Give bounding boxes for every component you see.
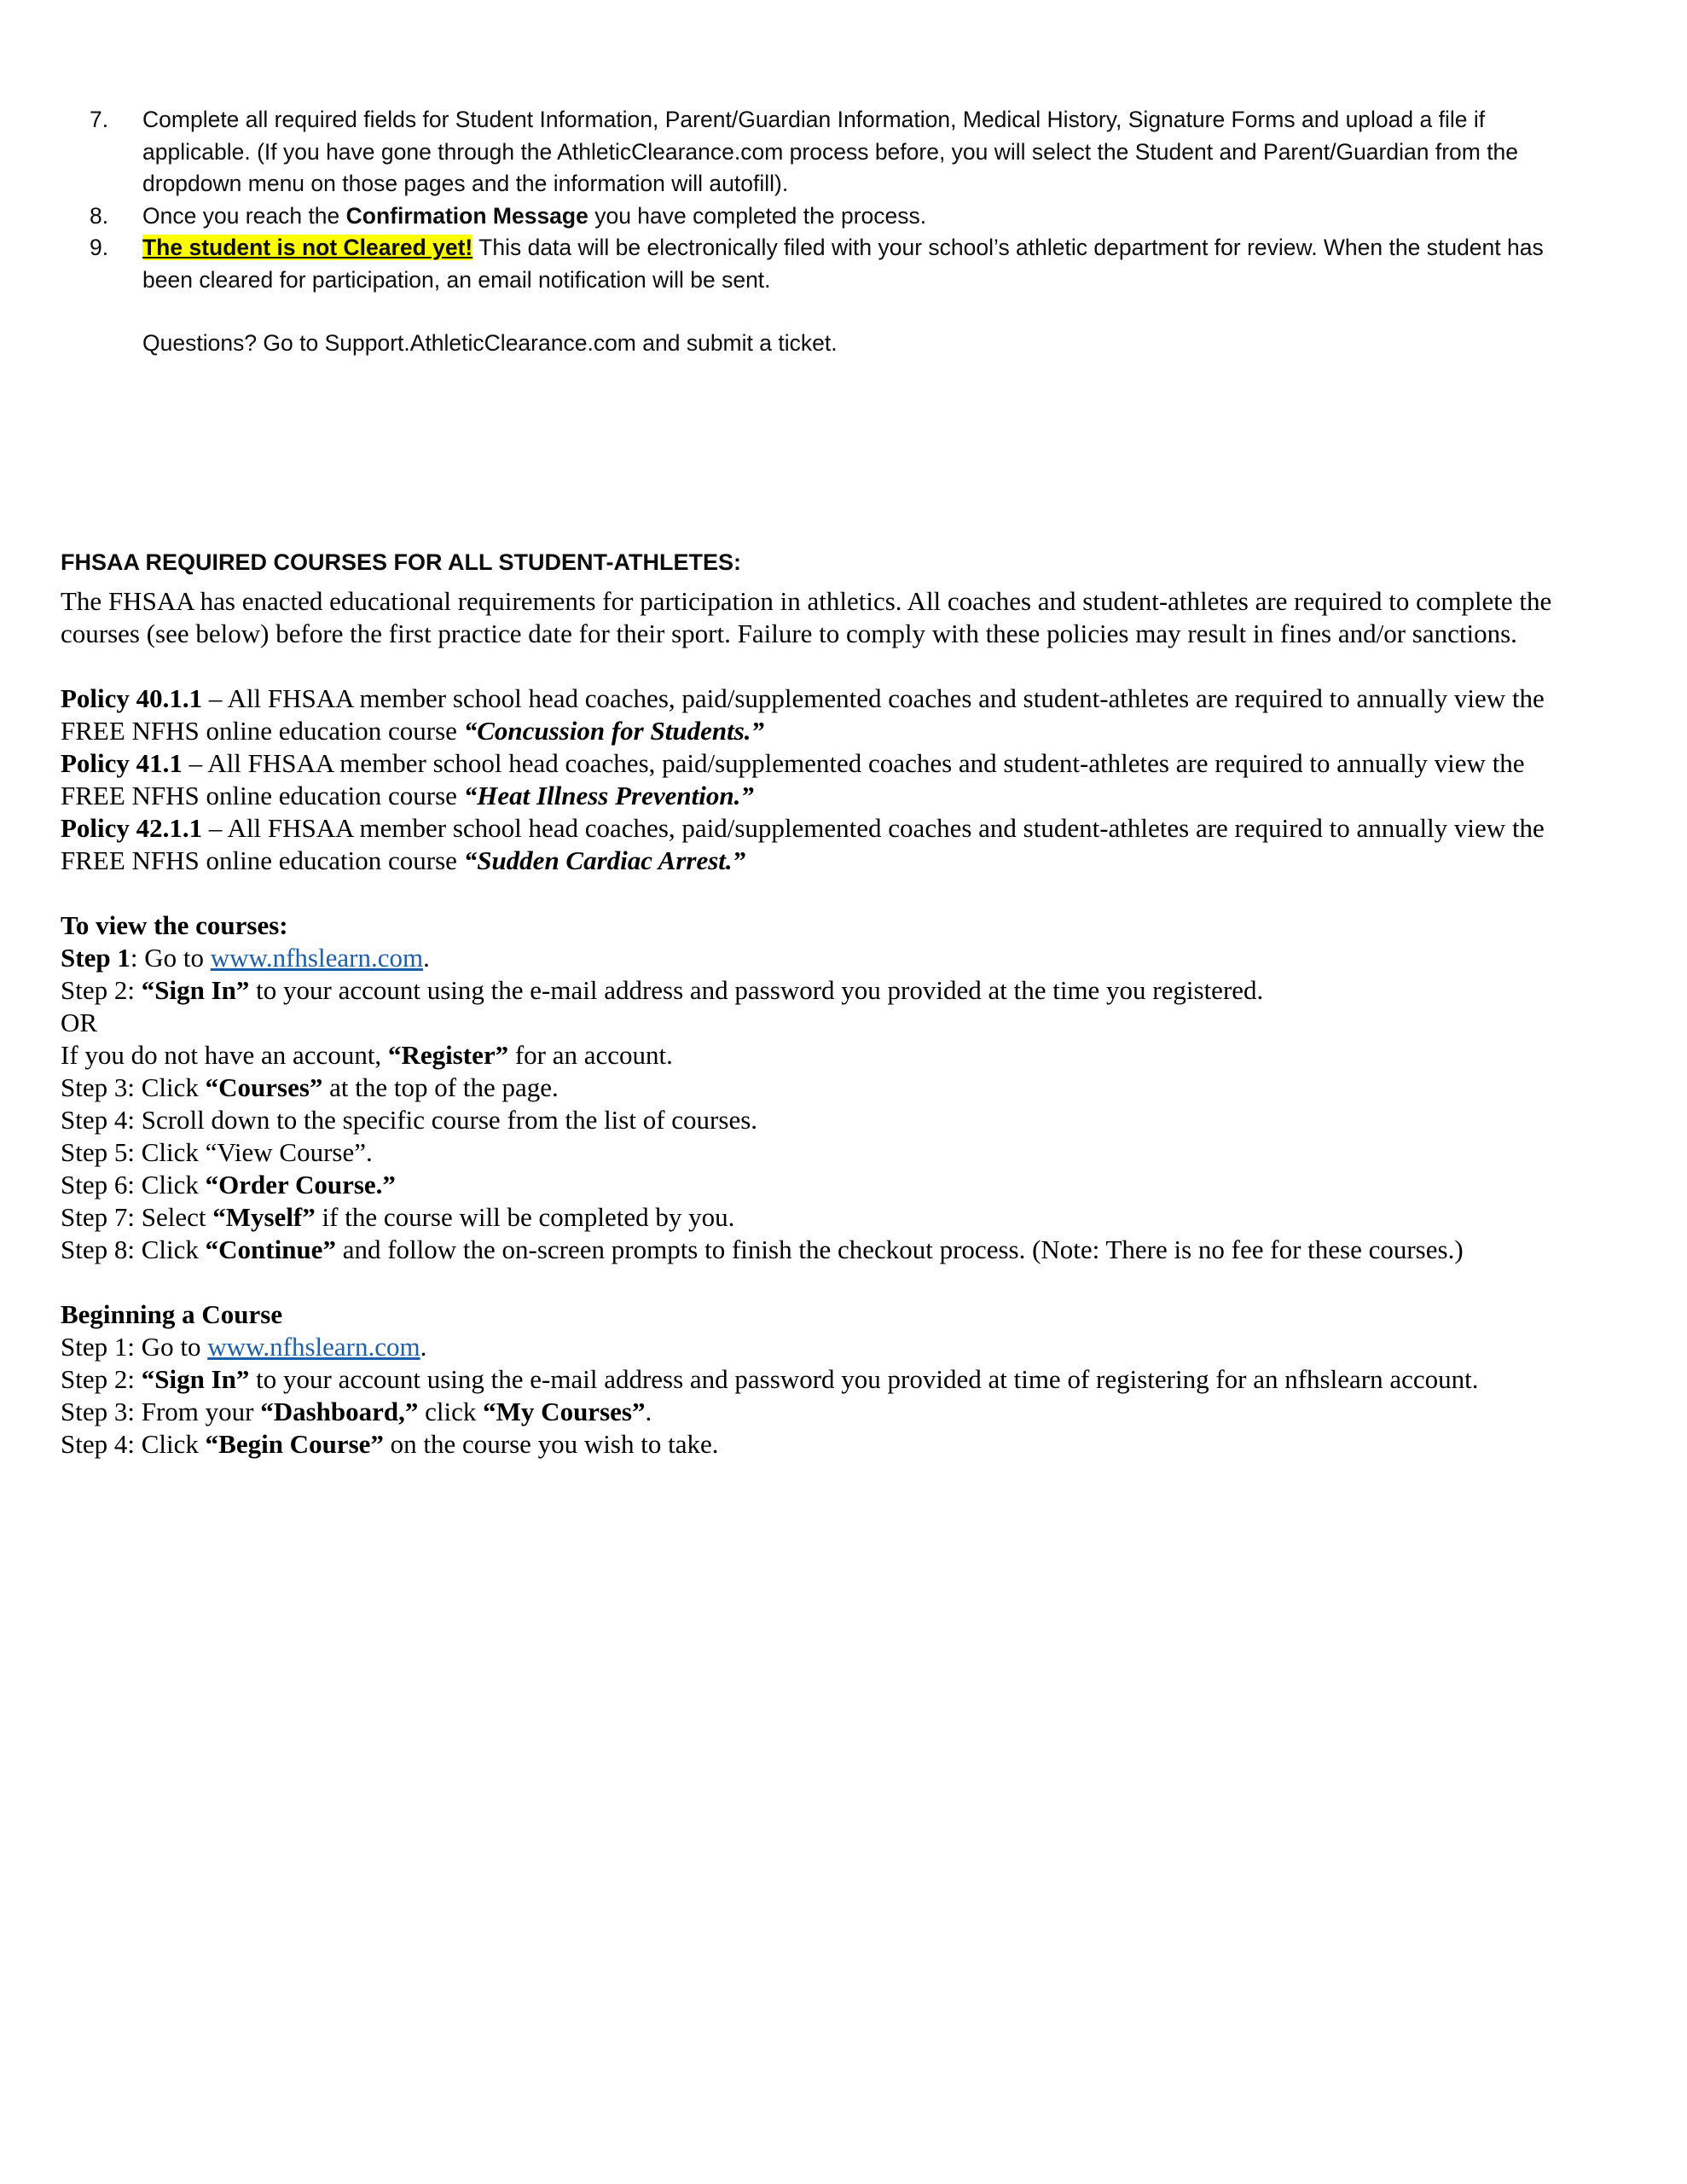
view-courses-step-3-post: at the top of the page. bbox=[322, 1072, 559, 1102]
list-item-8-text-before: Once you reach the bbox=[142, 202, 346, 229]
list-item-9-text-after: This data will be electronically filed with your school’s athletic department for review. When the student has been cleared for participation, an email notification will be sent. bbox=[142, 235, 1544, 293]
list-item-9 bbox=[90, 232, 1574, 296]
policy-41-1-label: Policy 41.1 bbox=[61, 748, 183, 778]
beginning-step-3-bold-my-courses: “My Courses” bbox=[483, 1397, 646, 1426]
view-courses-step-4: Step 4: Scroll down to the specific course from the list of courses. bbox=[61, 1105, 758, 1135]
view-courses-step-1-pre: : Go to bbox=[130, 943, 211, 973]
beginning-step-3-bold-dashboard: “Dashboard,” bbox=[260, 1397, 419, 1426]
policy-40-1-1-body: – All FHSAA member school head coaches, paid/supplemented coaches and student-athletes are required to annually view the FREE NFHS online education course bbox=[61, 683, 1545, 746]
beginning-step-2-bold: “Sign In” bbox=[141, 1364, 250, 1394]
view-courses-step-6 bbox=[61, 1169, 1587, 1201]
list-item-7-text: Complete all required fields for Student Information, Parent/Guardian Information, Medical History, Signature Forms and upload a file if applicable. (If you have gone through the AthleticClearance.com process before, you will select the Student and Parent/Guardian from the dropdown menu on those pages and the information will autofill). bbox=[142, 107, 1519, 196]
view-courses-step-1-post: . bbox=[423, 943, 430, 973]
list-item-8-text-after: you have completed the process. bbox=[588, 202, 927, 229]
spacer-3 bbox=[61, 1266, 1587, 1298]
fhsaa-courses-block bbox=[61, 546, 1587, 1461]
beginning-course-step-3 bbox=[61, 1396, 1587, 1428]
view-courses-step-2-post: to your account using the e-mail address and password you provided at the time you registered. bbox=[249, 975, 1264, 1005]
register-line-pre: If you do not have an account, bbox=[61, 1040, 388, 1070]
beginning-step-4-post: on the course you wish to take. bbox=[383, 1429, 719, 1459]
view-courses-step-3-bold: “Courses” bbox=[205, 1072, 323, 1102]
view-courses-step-2 bbox=[61, 974, 1587, 1007]
beginning-course-step-1 bbox=[61, 1331, 1587, 1363]
view-courses-step-1-label: Step 1 bbox=[61, 943, 130, 973]
beginning-course-step-4 bbox=[61, 1428, 1587, 1461]
beginning-step-2-pre: Step 2: bbox=[61, 1364, 142, 1394]
view-courses-step-6-pre: Step 6: Click bbox=[61, 1170, 206, 1199]
view-courses-or-line: OR bbox=[61, 1008, 98, 1037]
fhsaa-section-heading: FHSAA REQUIRED COURSES FOR ALL STUDENT-ATHLETES: bbox=[61, 549, 742, 575]
view-courses-step-1 bbox=[61, 942, 1587, 974]
policy-42-1-1 bbox=[61, 812, 1587, 877]
view-courses-step-2-bold: “Sign In” bbox=[141, 975, 250, 1005]
view-courses-step-8-post: and follow the on-screen prompts to finish the checkout process. (Note: There is no fee for these courses.) bbox=[335, 1234, 1464, 1264]
beginning-step-4-bold: “Begin Course” bbox=[205, 1429, 384, 1459]
beginning-step-3-pre: Step 3: From your bbox=[61, 1397, 261, 1426]
register-line-post: for an account. bbox=[508, 1040, 673, 1070]
policy-40-1-1-label: Policy 40.1.1 bbox=[61, 683, 203, 713]
beginning-step-1-pre: Step 1: Go to bbox=[61, 1332, 208, 1362]
view-courses-step-7 bbox=[61, 1201, 1587, 1234]
register-bold: “Register” bbox=[387, 1040, 509, 1070]
view-courses-step-7-bold: “Myself” bbox=[212, 1202, 316, 1232]
policy-42-1-1-label: Policy 42.1.1 bbox=[61, 813, 203, 843]
view-courses-step-8 bbox=[61, 1234, 1587, 1266]
numbered-instructions-block bbox=[90, 104, 1574, 360]
beginning-step-1-post: . bbox=[420, 1332, 427, 1362]
view-courses-step-7-post: if the course will be completed by you. bbox=[315, 1202, 735, 1232]
view-courses-step-3 bbox=[61, 1072, 1587, 1104]
beginning-step-3-mid: click bbox=[418, 1397, 484, 1426]
policy-41-1 bbox=[61, 747, 1587, 812]
list-item-7 bbox=[90, 104, 1574, 200]
nfhslearn-link-2[interactable]: www.nfhslearn.com bbox=[207, 1332, 420, 1362]
nfhslearn-link-1[interactable]: www.nfhslearn.com bbox=[210, 943, 424, 973]
numbered-list bbox=[90, 104, 1574, 296]
not-cleared-highlight: The student is not Cleared yet! bbox=[142, 235, 473, 260]
policy-41-1-body: – All FHSAA member school head coaches, paid/supplemented coaches and student-athletes are required to annually view the FREE NFHS online education course bbox=[61, 748, 1525, 810]
view-courses-step-3-pre: Step 3: Click bbox=[61, 1072, 206, 1102]
policy-42-1-1-body: – All FHSAA member school head coaches, paid/supplemented coaches and student-athletes are required to annually view the FREE NFHS online education course bbox=[61, 813, 1545, 875]
policy-40-1-1-course: “Concussion for Students.” bbox=[463, 716, 765, 746]
list-item-8 bbox=[90, 200, 1574, 233]
view-courses-register-line bbox=[61, 1039, 1587, 1072]
confirmation-message-bold: Confirmation Message bbox=[345, 202, 588, 229]
beginning-step-4-pre: Step 4: Click bbox=[61, 1429, 206, 1459]
view-courses-step-6-bold: “Order Course.” bbox=[205, 1170, 396, 1199]
spacer-2 bbox=[61, 877, 1587, 909]
view-courses-step-5: Step 5: Click “View Course”. bbox=[61, 1137, 373, 1167]
view-courses-heading bbox=[61, 909, 1587, 942]
view-courses-step-8-bold: “Continue” bbox=[205, 1234, 336, 1264]
view-courses-step-2-pre: Step 2: bbox=[61, 975, 142, 1005]
beginning-step-3-post: . bbox=[645, 1397, 652, 1426]
beginning-course-step-2 bbox=[61, 1363, 1587, 1396]
view-courses-step-8-pre: Step 8: Click bbox=[61, 1234, 206, 1264]
spacer-1 bbox=[61, 650, 1587, 682]
questions-support-line: Questions? Go to Support.AthleticClearance.com and submit a ticket. bbox=[142, 330, 838, 356]
beginning-course-heading bbox=[61, 1298, 1587, 1331]
beginning-step-2-post: to your account using the e-mail address and password you provided at time of registering for an nfhslearn account. bbox=[249, 1364, 1479, 1394]
policy-42-1-1-course: “Sudden Cardiac Arrest.” bbox=[463, 845, 746, 875]
view-courses-step-7-pre: Step 7: Select bbox=[61, 1202, 213, 1232]
policy-41-1-course: “Heat Illness Prevention.” bbox=[463, 781, 754, 810]
view-courses-heading-text: To view the courses: bbox=[61, 910, 288, 940]
beginning-course-heading-text: Beginning a Course bbox=[61, 1299, 283, 1329]
fhsaa-intro-paragraph: The FHSAA has enacted educational requirements for participation in athletics. All coaches and student-athletes are required to complete the courses (see below) before the first practice date for their sport. Failure to comply with these policies may result in fines and/or sanctions. bbox=[61, 586, 1552, 648]
policy-40-1-1 bbox=[61, 682, 1587, 747]
